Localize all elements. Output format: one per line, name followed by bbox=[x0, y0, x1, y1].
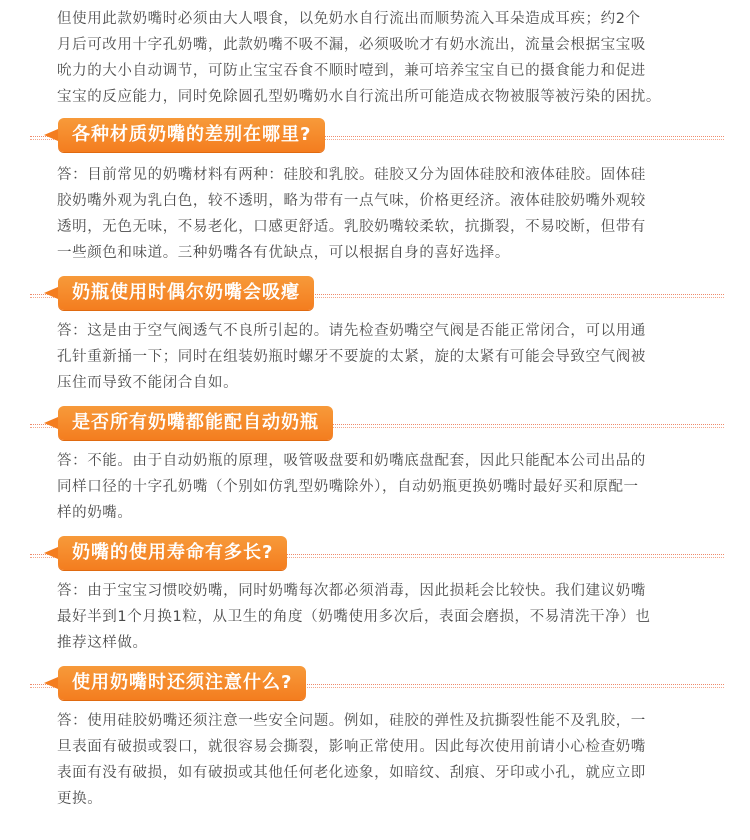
answer-line: 一些颜色和味道。三种奶嘴各有优缺点，可以根据自身的喜好选择。 bbox=[57, 245, 510, 261]
answer-paragraph-lifespan bbox=[57, 578, 705, 656]
section-heading-collapse bbox=[0, 276, 750, 314]
answer-line: 同样口径的十字孔奶嘴（个别如仿乳型奶嘴除外），自动奶瓶更换奶嘴时最好买和原配一 bbox=[57, 479, 639, 495]
section-heading-precautions bbox=[0, 666, 750, 704]
section-heading-label: 是否所有奶嘴都能配自动奶瓶 bbox=[58, 406, 333, 440]
heading-arrow-tip bbox=[44, 547, 58, 559]
answer-paragraph-auto-bottle bbox=[57, 448, 705, 526]
answer-line: 胶奶嘴外观为乳白色，较不透明，略为带有一点气味，价格更经济。液体硅胶奶嘴外观较 bbox=[57, 193, 646, 209]
section-heading-lifespan bbox=[0, 536, 750, 574]
answer-line: 表面有没有破损，如有破损或其他任何老化迹象，如暗纹、刮痕、牙印或小孔，就应立即 bbox=[57, 765, 646, 781]
answer-line: 答：由于宝宝习惯咬奶嘴，同时奶嘴每次都必须消毒，因此损耗会比较快。我们建议奶嘴 bbox=[57, 583, 646, 599]
answer-line: 推荐这样做。 bbox=[57, 635, 148, 651]
answer-paragraph-precautions bbox=[57, 708, 705, 812]
section-heading-label: 奶嘴的使用寿命有多长? bbox=[58, 536, 287, 570]
section-heading-label: 奶瓶使用时偶尔奶嘴会吸瘪 bbox=[58, 276, 314, 310]
answer-line: 更换。 bbox=[57, 791, 103, 807]
section-heading-label: 各种材质奶嘴的差别在哪里? bbox=[58, 118, 325, 152]
intro-line: 但使用此款奶嘴时必须由大人喂食，以免奶水自行流出而顺势流入耳朵造成耳疾；约2个 bbox=[57, 11, 641, 27]
intro-line: 吮力的大小自动调节，可防止宝宝吞食不顺时噎到，兼可培养宝宝自已的摄食能力和促进 bbox=[57, 63, 646, 79]
answer-line: 样的奶嘴。 bbox=[57, 505, 133, 521]
answer-line: 透明，无色无味，不易老化，口感更舒适。乳胶奶嘴较柔软，抗撕裂，不易咬断，但带有 bbox=[57, 219, 646, 235]
section-heading-materials bbox=[0, 118, 750, 156]
answer-line: 答：目前常见的奶嘴材料有两种：硅胶和乳胶。硅胶又分为固体硅胶和液体硅胶。固体硅 bbox=[57, 167, 646, 183]
section-heading-auto-bottle bbox=[0, 406, 750, 444]
heading-arrow-tip bbox=[44, 417, 58, 429]
answer-line: 孔针重新捅一下；同时在组装奶瓶时螺牙不要旋的太紧，旋的太紧有可能会导致空气阀被 bbox=[57, 349, 646, 365]
answer-line: 最好半到1个月换1粒，从卫生的角度（奶嘴使用多次后，表面会磨损，不易清洗干净）也 bbox=[57, 609, 651, 625]
heading-arrow-tip bbox=[44, 287, 58, 299]
answer-line: 旦表面有破损或裂口，就很容易会撕裂，影响正常使用。因此每次使用前请小心检查奶嘴 bbox=[57, 739, 646, 755]
answer-line: 答：使用硅胶奶嘴还须注意一些安全问题。例如，硅胶的弹性及抗撕裂性能不及乳胶，一 bbox=[57, 713, 646, 729]
intro-paragraph bbox=[57, 6, 705, 110]
answer-line: 答：这是由于空气阀透气不良所引起的。请先检查奶嘴空气阀是否能正常闭合，可以用通 bbox=[57, 323, 646, 339]
answer-line: 压住而导致不能闭合自如。 bbox=[57, 375, 239, 391]
intro-line: 月后可改用十字孔奶嘴，此款奶嘴不吸不漏，必须吸吮才有奶水流出，流量会根据宝宝吸 bbox=[57, 37, 646, 53]
answer-line: 答：不能。由于自动奶瓶的原理，吸管吸盘要和奶嘴底盘配套，因此只能配本公司出品的 bbox=[57, 453, 646, 469]
answer-paragraph-materials bbox=[57, 162, 705, 266]
section-heading-label: 使用奶嘴时还须注意什么? bbox=[58, 666, 306, 700]
answer-paragraph-collapse bbox=[57, 318, 705, 396]
heading-arrow-tip bbox=[44, 677, 58, 689]
heading-arrow-tip bbox=[44, 129, 58, 141]
intro-line: 宝宝的反应能力，同时免除圆孔型奶嘴奶水自行流出所可能造成衣物被服等被污染的困扰。 bbox=[57, 89, 661, 105]
